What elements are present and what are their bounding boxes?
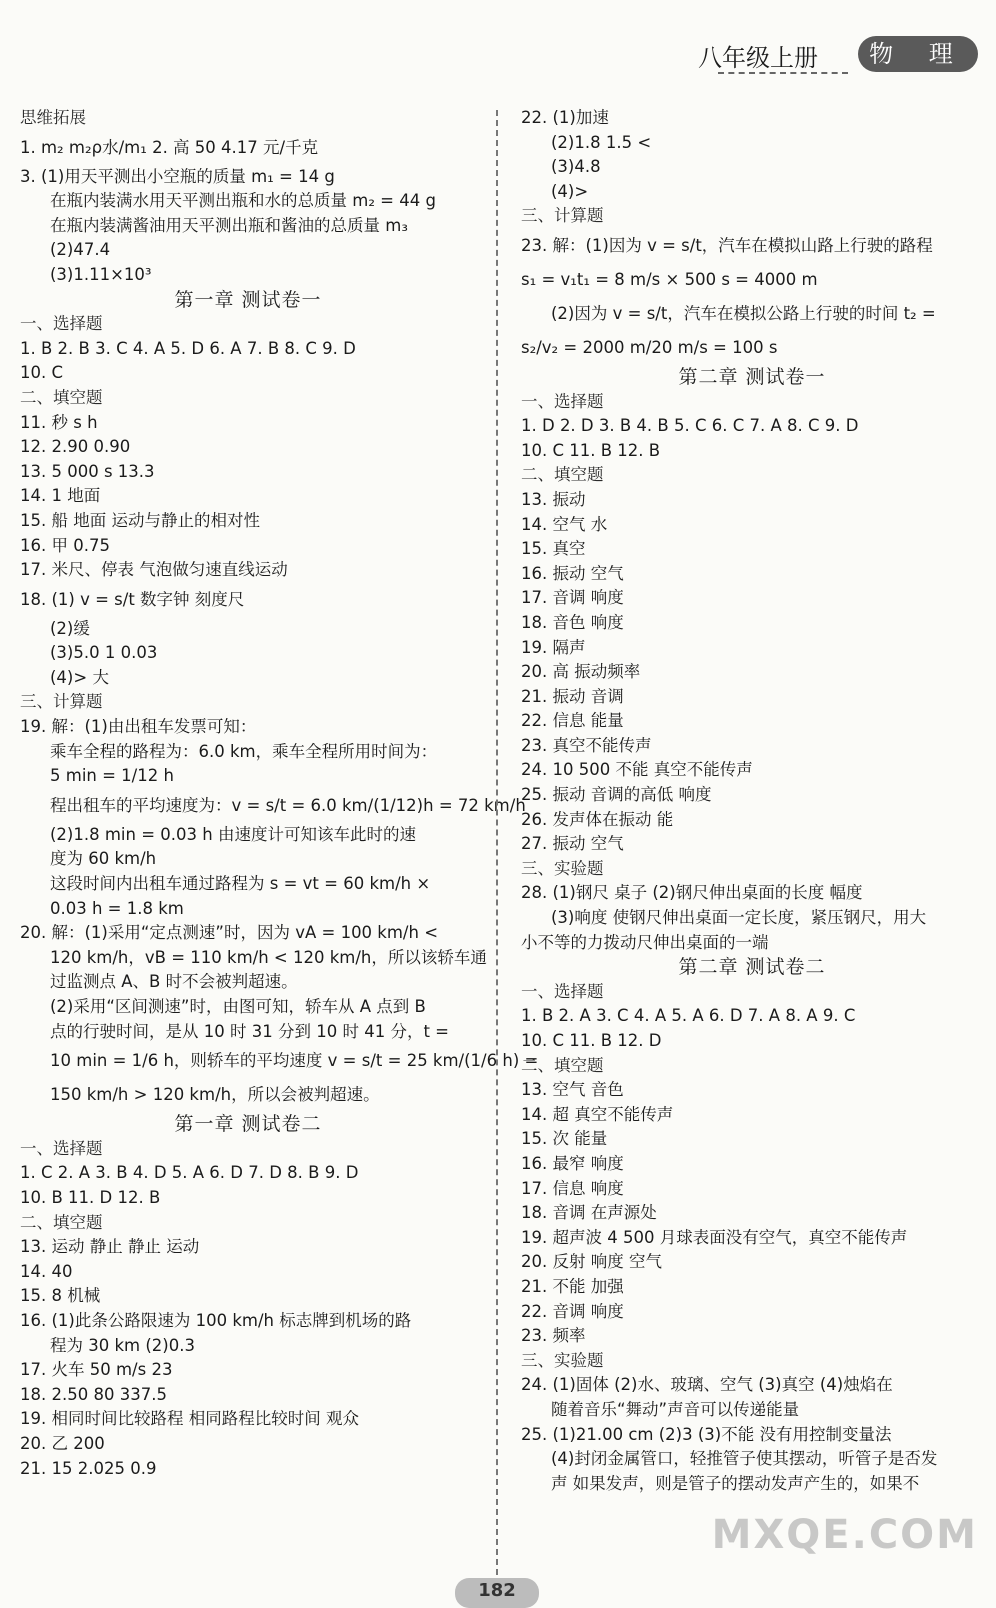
- section-label: 一、选择题: [20, 1138, 103, 1158]
- answer-line: (2)1.8 1.5 <: [551, 132, 652, 152]
- section-heading: 第二章 测试卷二: [678, 956, 826, 979]
- page-number: 182: [455, 1578, 539, 1608]
- answer-line: 24. 10 500 不能 真空不能传声: [521, 760, 753, 780]
- answer-line: 17. 火车 50 m/s 23: [20, 1360, 173, 1380]
- answer-line: 1. C 2. A 3. B 4. D 5. A 6. D 7. D 8. B 9. D: [20, 1163, 359, 1183]
- answer-line: 21. 振动 音调: [521, 686, 624, 706]
- answer-line: 16. (1)此条公路限速为 100 km/h 标志牌到机场的路: [20, 1310, 412, 1330]
- section-label: 三、实验题: [521, 858, 604, 878]
- answer-line: 14. 40: [20, 1261, 73, 1281]
- answer-line: 小不等的力拨动尺伸出桌面的一端: [521, 932, 769, 952]
- section-heading: 第一章 测试卷一: [174, 288, 322, 311]
- answer-line: (2)47.4: [50, 240, 111, 260]
- answer-line: 18. (1) v = s/t 数字钟 刻度尺: [20, 589, 245, 609]
- section-label: 一、选择题: [521, 391, 604, 411]
- right-answer-column: [521, 106, 983, 1496]
- answer-line: (4)>: [551, 181, 589, 201]
- answer-line: 19. 隔声: [521, 637, 586, 657]
- answer-line: (3)响度 使钢尺伸出桌面一定长度，紧压钢尺，用大: [551, 908, 927, 928]
- answer-line: (4)封闭金属管口，轻推管子使其摆动，听管子是否发: [551, 1449, 938, 1469]
- answer-line: 3. (1)用天平测出小空瓶的质量 m₁ = 14 g: [20, 166, 335, 186]
- answer-line: 14. 超 真空不能传声: [521, 1104, 674, 1124]
- answer-line: 13. 空气 音色: [521, 1080, 624, 1100]
- answer-line: 15. 次 能量: [521, 1129, 608, 1149]
- answer-line: 16. 振动 空气: [521, 563, 624, 583]
- answer-line: 24. (1)固体 (2)水、玻璃、空气 (3)真空 (4)烛焰在: [521, 1375, 893, 1395]
- answer-line: 16. 最窄 响度: [521, 1153, 624, 1173]
- answer-line: 1. m₂ m₂ρ水/m₁ 2. 高 50 4.17 元/千克: [20, 137, 319, 157]
- answer-line: 150 km/h > 120 km/h，所以会被判超速。: [50, 1085, 380, 1105]
- answer-line: 15. 真空: [521, 539, 586, 559]
- answer-line: (3)1.11×10³: [50, 264, 152, 284]
- answer-line: 14. 1 地面: [20, 486, 101, 506]
- answer-line: 12. 2.90 0.90: [20, 437, 131, 457]
- answer-line: 13. 5 000 s 13.3: [20, 461, 155, 481]
- answer-line: 13. 运动 静止 静止 运动: [20, 1237, 200, 1257]
- section-heading: 第二章 测试卷一: [678, 365, 826, 388]
- section-heading: 第一章 测试卷二: [174, 1113, 322, 1136]
- answer-line: 10. C: [20, 363, 64, 383]
- answer-line: 20. 乙 200: [20, 1433, 105, 1453]
- answer-line: 程为 30 km (2)0.3: [50, 1335, 195, 1355]
- answer-line: 20. 反射 响度 空气: [521, 1252, 662, 1272]
- answer-line: 度为 60 km/h: [50, 849, 157, 869]
- answer-line: 0.03 h = 1.8 km: [50, 898, 184, 918]
- section-label: 二、填空题: [20, 387, 103, 407]
- answer-line: 17. 音调 响度: [521, 588, 624, 608]
- answer-line: 27. 振动 空气: [521, 834, 624, 854]
- answer-line: 28. (1)钢尺 桌子 (2)钢尺伸出桌面的长度 幅度: [521, 883, 863, 903]
- section-label: 三、实验题: [521, 1350, 604, 1370]
- watermark: MXQE.COM: [711, 1512, 978, 1558]
- section-label: 二、填空题: [521, 1055, 604, 1075]
- section-label: 一、选择题: [20, 314, 103, 334]
- answer-line: 11. 秒 s h: [20, 412, 98, 432]
- answer-line: 13. 振动: [521, 489, 586, 509]
- answer-line: 22. (1)加速: [521, 108, 609, 127]
- answer-line: (4)> 大: [50, 667, 109, 687]
- answer-line: 26. 发声体在振动 能: [521, 809, 674, 829]
- answer-line: 16. 甲 0.75: [20, 535, 110, 555]
- answer-line: 1. B 2. A 3. C 4. A 5. A 6. D 7. A 8. A 9. C: [521, 1006, 856, 1026]
- section-label: 一、选择题: [521, 981, 604, 1001]
- section-label: 三、计算题: [521, 206, 604, 226]
- answer-line: 22. 信息 能量: [521, 711, 624, 731]
- answer-line: 20. 高 振动频率: [521, 662, 641, 682]
- answer-line: 25. (1)21.00 cm (2)3 (3)不能 没有用控制变量法: [521, 1424, 892, 1444]
- answer-line: 10. C 11. B 12. B: [521, 440, 661, 460]
- answer-line: s₂/v₂ = 2000 m/20 m/s = 100 s: [521, 337, 778, 357]
- answer-line: 23. 频率: [521, 1326, 586, 1346]
- answer-line: (2)因为 v = s/t，汽车在模拟公路上行驶的时间 t₂ =: [551, 303, 936, 323]
- answer-line: 在瓶内装满水用天平测出瓶和水的总质量 m₂ = 44 g: [50, 191, 436, 211]
- section-label: 二、填空题: [521, 465, 604, 485]
- answer-line: 10 min = 1/6 h，则轿车的平均速度 v = s/t = 25 km/(1/6 h) =: [50, 1051, 539, 1071]
- answer-line: 23. 真空不能传声: [521, 735, 652, 755]
- answer-line: 19. 解：(1)由出租车发票可知：: [20, 717, 257, 737]
- answer-line: 18. 音调 在声源处: [521, 1203, 657, 1223]
- answer-line: 乘车全程的路程为：6.0 km，乘车全程所用时间为：: [50, 741, 438, 761]
- answer-line: 17. 信息 响度: [521, 1178, 624, 1198]
- subject-badge: 物 理: [858, 36, 978, 72]
- answer-line: 19. 超声波 4 500 月球表面没有空气，真空不能传声: [521, 1227, 908, 1247]
- answer-line: 18. 音色 响度: [521, 612, 624, 632]
- answer-line: (2)1.8 min = 0.03 h 由速度计可知该车此时的速: [50, 824, 416, 844]
- answer-line: 120 km/h，vB = 110 km/h < 120 km/h，所以该轿车通: [50, 947, 487, 967]
- answer-line: 声 如果发声，则是管子的摆动发声产生的，如果不: [551, 1473, 920, 1493]
- answer-line: 15. 8 机械: [20, 1286, 101, 1306]
- answer-line: 19. 相同时间比较路程 相同路程比较时间 观众: [20, 1409, 359, 1429]
- answer-line: 10. B 11. D 12. B: [20, 1187, 161, 1207]
- answer-line: 程出租车的平均速度为：v = s/t = 6.0 km/(1/12)h = 72 km/h: [50, 795, 526, 815]
- left-answer-column: [20, 106, 539, 1481]
- answer-line: 过监测点 A、B 时不会被判超速。: [50, 972, 298, 992]
- answer-line: 10. C 11. B 12. D: [521, 1031, 662, 1050]
- answer-line: 22. 音调 响度: [521, 1301, 624, 1321]
- answer-line: 1. B 2. B 3. C 4. A 5. D 6. A 7. B 8. C 9. D: [20, 338, 356, 358]
- section-label: 三、计算题: [20, 692, 103, 712]
- header-underline: [718, 72, 848, 74]
- answer-line: 14. 空气 水: [521, 514, 608, 534]
- answer-line: s₁ = v₁t₁ = 8 m/s × 500 s = 4000 m: [521, 269, 818, 289]
- answer-line: 23. 解：(1)因为 v = s/t，汽车在模拟山路上行驶的路程: [521, 235, 933, 255]
- answer-line: 随着音乐“舞动”声音可以传递能量: [551, 1399, 800, 1419]
- grade-label: 八年级上册: [698, 44, 818, 72]
- answer-line: 25. 振动 音调的高低 响度: [521, 785, 712, 805]
- section-label: 思维拓展: [20, 108, 86, 127]
- column-divider: [496, 110, 498, 1575]
- answer-line: 21. 不能 加强: [521, 1276, 624, 1296]
- answer-line: 1. D 2. D 3. B 4. B 5. C 6. C 7. A 8. C 9. D: [521, 416, 859, 436]
- answer-line: 17. 米尺、停表 气泡做匀速直线运动: [20, 560, 288, 580]
- answer-line: (3)5.0 1 0.03: [50, 643, 158, 663]
- answer-line: 18. 2.50 80 337.5: [20, 1384, 167, 1404]
- answer-line: 在瓶内装满酱油用天平测出瓶和酱油的总质量 m₃: [50, 215, 408, 235]
- section-label: 二、填空题: [20, 1212, 103, 1232]
- answer-line: 这段时间内出租车通过路程为 s = vt = 60 km/h ×: [50, 874, 431, 894]
- answer-line: (2)缓: [50, 618, 90, 638]
- answer-line: (2)采用“区间测速”时，由图可知，轿车从 A 点到 B: [50, 997, 426, 1016]
- answer-line: (3)4.8: [551, 157, 601, 177]
- answer-line: 21. 15 2.025 0.9: [20, 1458, 157, 1478]
- answer-line: 5 min = 1/12 h: [50, 766, 174, 786]
- answer-line: 20. 解：(1)采用“定点测速”时，因为 vA = 100 km/h <: [20, 923, 439, 943]
- answer-line: 点的行驶时间，是从 10 时 31 分到 10 时 41 分，t =: [50, 1021, 449, 1041]
- answer-line: 15. 船 地面 运动与静止的相对性: [20, 510, 260, 530]
